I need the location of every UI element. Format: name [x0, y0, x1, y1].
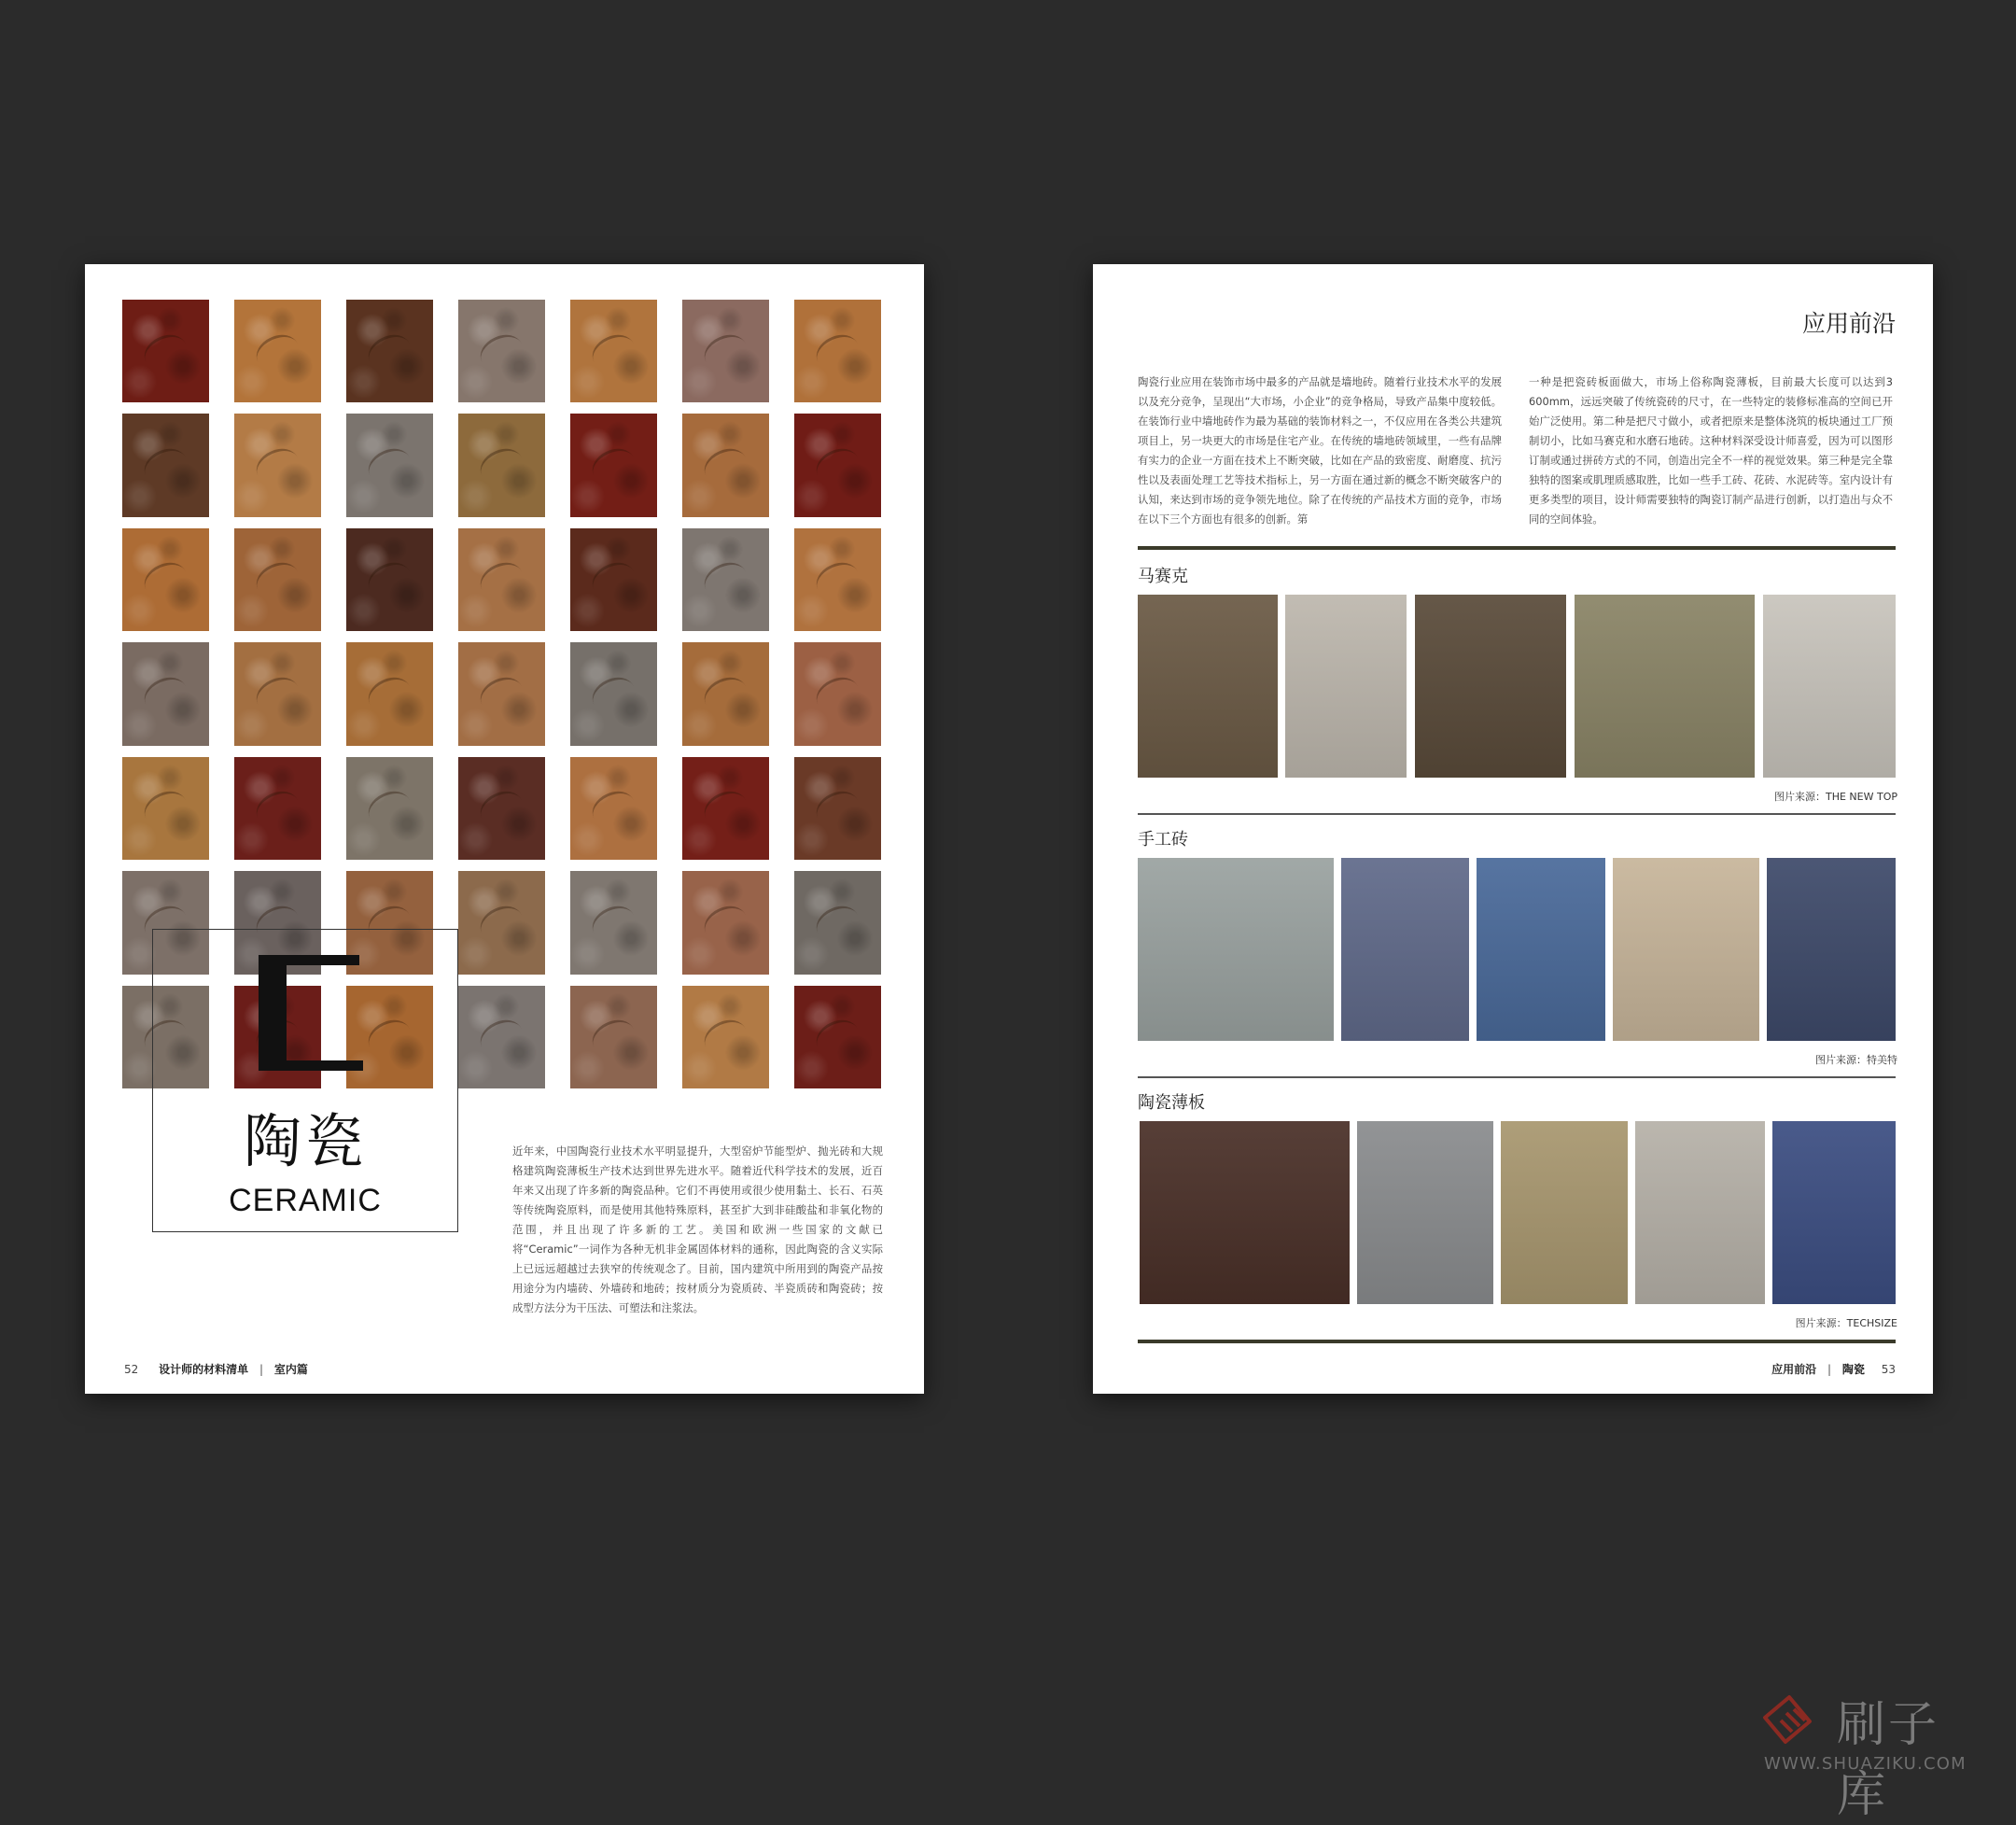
ceramic-tile: [346, 300, 433, 402]
ceramic-tile: [794, 300, 881, 402]
photo-mosaic-4: [1575, 595, 1755, 778]
footer-separator: |: [1827, 1363, 1832, 1376]
category-divider: [1138, 813, 1896, 815]
ceramic-tile: [682, 871, 769, 974]
photo-row-mosaic: [1138, 595, 1896, 778]
ceramic-tile: [682, 642, 769, 745]
ceramic-tile: [794, 757, 881, 860]
ceramic-tile: [234, 528, 321, 631]
bracket-letter-graphic: [259, 955, 363, 1071]
photo-slab-3: [1501, 1121, 1628, 1304]
ceramic-tile: [570, 300, 657, 402]
category-label-thin-slab: 陶瓷薄板: [1138, 1093, 1205, 1113]
page-title-en: CERAMIC: [229, 1183, 382, 1218]
ceramic-tile: [794, 528, 881, 631]
photo-handmade-3: [1477, 858, 1605, 1041]
left-page: [85, 264, 924, 1394]
page-title-cn: 陶瓷: [243, 1107, 367, 1175]
photo-mosaic-2: [1285, 595, 1407, 778]
ceramic-tile: [570, 528, 657, 631]
ceramic-tile: [122, 757, 209, 860]
site-watermark: [1762, 1676, 1986, 1823]
ceramic-tile: [122, 528, 209, 631]
book-title: 设计师的材料清单: [159, 1363, 249, 1376]
watermark-name: 刷子库: [1837, 1697, 1940, 1823]
category-divider: [1138, 1076, 1896, 1078]
body-column-left: 陶瓷行业应用在装饰市场中最多的产品就是墙地砖。随着行业技术水平的发展以及充分竞争，呈现出“大市场，小企业”的竞争格局，导致产品集中度较低。在装饰行业中墙地砖作为最为基础的装饰材料之一，不仅应用在各类公共建筑项目上，另一块更大的市场是住宅产业。在传统的墙地砖领域里，一些有品牌有实力的企业一方面在技术上不断突破，比如在产品的致密度、耐磨度、抗污性以及表面处理工艺等技术指标上，另一方面在通过新的概念不断突破客户的认知，来达到市场的竞争领先地位。除了在传统的产品技术方面的竞争，市场在以下三个方面也有很多的创新。第: [1138, 375, 1502, 526]
ceramic-tile: [570, 414, 657, 516]
book-section: 室内篇: [273, 1363, 308, 1376]
ceramic-tile: [458, 986, 545, 1088]
ceramic-tile: [346, 757, 433, 860]
photo-mosaic-1: [1138, 595, 1278, 778]
footer-section: 应用前沿: [1771, 1363, 1817, 1376]
intro-paragraph: 近年来，中国陶瓷行业技术水平明显提升，大型窑炉节能型炉、抛光砖和大规格建筑陶瓷薄板生产技术达到世界先进水平。随着近代科学技术的发展，近百年来又出现了许多新的陶瓷品种。它们不再使用或很少使用黏土、长石、石英等传统陶瓷原料，而是使用其他特殊原料，甚至扩大到非硅酸盐和非氧化物的范围，并且出现了许多新的工艺。美国和欧洲一些国家的文献已将“Ceramic”一词作为各种无机非金属固体材料的通称，因此陶瓷的含义实际上已远远超越过去狭窄的传统观念了。目前，国内建筑中所用到的陶瓷产品按用途分为内墙砖、外墙砖和地砖；按材质分为瓷质砖、半瓷质砖和陶瓷砖；按成型方法分为干压法、可塑法和注浆法。: [512, 1144, 883, 1314]
photo-slab-2: [1357, 1121, 1493, 1304]
photo-handmade-1: [1138, 858, 1334, 1041]
ceramic-tile: [346, 528, 433, 631]
ceramic-tile: [682, 414, 769, 516]
ceramic-tile: [346, 414, 433, 516]
brush-logo-icon: [1762, 1691, 1820, 1748]
ceramic-tile: [458, 528, 545, 631]
ceramic-tile: [346, 642, 433, 745]
ceramic-tile: [234, 300, 321, 402]
body-column-right: 一种是把瓷砖板面做大，市场上俗称陶瓷薄板，目前最大长度可以达到3 600mm，远远突破了传统瓷砖的尺寸，在一些特定的装修标准高的空间已开始广泛使用。第二种是把尺寸做小，或者把原来是整体浇筑的板块通过工厂预制切小，比如马赛克和水磨石地砖。这种材料深受设计师喜爱，因为可以图形订制或通过拼砖方式的不同，创造出完全不一样的视觉效果。第三种是完全靠独特的图案或肌理质感取胜，比如一些手工砖、花砖、水泥砖等。室内设计有更多类型的项目，设计师需要独特的陶瓷订制产品进行创新，以打造出与众不同的空间体验。: [1529, 375, 1893, 526]
watermark-url: WWW.SHUAZIKU.COM: [1764, 1754, 1967, 1774]
ceramic-tile: [458, 757, 545, 860]
photo-mosaic-3: [1415, 595, 1566, 778]
photo-credit-thin-slab: 图片来源：TECHSIZE: [1795, 1317, 1897, 1329]
section-divider: [1138, 546, 1896, 550]
footer-subsection: 陶瓷: [1841, 1363, 1865, 1376]
footer-separator: |: [259, 1363, 263, 1376]
page-number: 52: [124, 1363, 139, 1376]
ceramic-tile: [682, 528, 769, 631]
right-page: [1093, 264, 1933, 1394]
ceramic-tile: [458, 300, 545, 402]
photo-row-thin-slab: [1138, 1121, 1896, 1304]
ceramic-tile: [794, 986, 881, 1088]
ceramic-tile: [682, 986, 769, 1088]
ceramic-tile: [122, 414, 209, 516]
photo-handmade-4: [1613, 858, 1759, 1041]
ceramic-tile: [794, 414, 881, 516]
category-label-handmade: 手工砖: [1138, 830, 1188, 849]
bottom-divider: [1138, 1340, 1896, 1343]
page-number: 53: [1881, 1363, 1896, 1376]
photo-slab-4: [1635, 1121, 1765, 1304]
photo-mosaic-5: [1763, 595, 1896, 778]
ceramic-tile: [794, 871, 881, 974]
photo-slab-5: [1772, 1121, 1896, 1304]
ceramic-tile: [570, 986, 657, 1088]
ceramic-tile: [458, 871, 545, 974]
ceramic-tile: [122, 642, 209, 745]
ceramic-tile: [234, 414, 321, 516]
ceramic-tile: [234, 642, 321, 745]
photo-slab-1: [1140, 1121, 1350, 1304]
ceramic-tile: [682, 757, 769, 860]
photo-row-handmade: [1138, 858, 1896, 1041]
photo-credit-handmade: 图片来源：特美特: [1815, 1054, 1897, 1066]
photo-credit-mosaic: 图片来源：THE NEW TOP: [1774, 791, 1897, 803]
ceramic-tile: [234, 757, 321, 860]
page-footer-right: [1771, 1361, 1896, 1377]
ceramic-tile: [122, 300, 209, 402]
page-footer-left: [124, 1361, 308, 1377]
ceramic-tile: [458, 642, 545, 745]
photo-handmade-5: [1767, 858, 1896, 1041]
ceramic-tile: [570, 871, 657, 974]
ceramic-tile: [458, 414, 545, 516]
ceramic-tile: [794, 642, 881, 745]
ceramic-tile: [682, 300, 769, 402]
ceramic-tile: [570, 642, 657, 745]
category-label-mosaic: 马赛克: [1138, 567, 1188, 586]
section-title: 应用前沿: [1801, 310, 1896, 337]
photo-handmade-2: [1341, 858, 1469, 1041]
ceramic-tile: [570, 757, 657, 860]
